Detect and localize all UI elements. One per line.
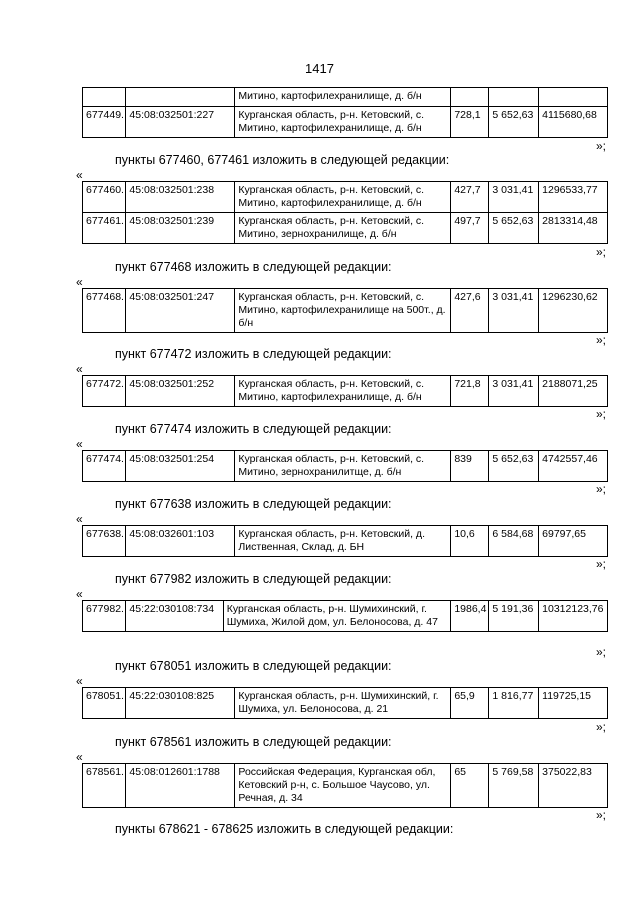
cell-rate: 5 652,63 [489, 451, 539, 482]
instruction-text: пункты 678621 - 678625 изложить в следующей редакции: [115, 822, 454, 836]
cell-cadastral: 45:08:012601:1788 [126, 764, 235, 808]
closing-quote: »; [596, 333, 607, 347]
cell-address: Курганская область, р-н. Шумихинский, г. Шумиха, Жилой дом, ул. Белоносова, д. 47 [223, 601, 451, 632]
cell-no: 677982. [83, 601, 126, 632]
opening-quote: « [76, 750, 83, 764]
cell-address: Курганская область, р-н. Кетовский, с. Митино, зернохранилище, д. б/н [235, 213, 451, 244]
cell-area [451, 88, 489, 107]
cell-area: 497,7 [451, 213, 489, 244]
cell-cadastral: 45:08:032501:227 [126, 107, 235, 138]
cell-rate [489, 88, 539, 107]
table-677638 [82, 525, 608, 557]
cell-area: 721,8 [451, 376, 489, 407]
cell-address: Митино, картофилехранилище, д. б/н [235, 88, 451, 107]
closing-quote: »; [596, 407, 607, 421]
instruction-text: пункт 677474 изложить в следующей редакции: [115, 422, 392, 436]
instruction-text: пункт 677638 изложить в следующей редакции: [115, 497, 392, 511]
cell-area: 65 [451, 764, 489, 808]
table-row [83, 451, 608, 482]
closing-quote: »; [596, 808, 607, 822]
cell-cadastral: 45:08:032501:239 [126, 213, 235, 244]
closing-quote: »; [596, 245, 607, 259]
opening-quote: « [76, 587, 83, 601]
cell-value: 10312123,76 [539, 601, 608, 632]
cell-value: 2813314,48 [539, 213, 608, 244]
cell-value: 2188071,25 [539, 376, 608, 407]
cell-area: 10,6 [451, 526, 489, 557]
cell-cadastral: 45:08:032501:238 [126, 182, 235, 213]
table-677468 [82, 288, 608, 333]
cell-no: 677474. [83, 451, 126, 482]
cell-rate: 1 816,77 [489, 688, 539, 719]
cell-no: 677460. [83, 182, 126, 213]
opening-quote: « [76, 512, 83, 526]
cell-rate: 3 031,41 [489, 182, 539, 213]
opening-quote: « [76, 437, 83, 451]
cell-cadastral: 45:08:032501:247 [126, 289, 235, 333]
table-677474 [82, 450, 608, 482]
table-row [83, 107, 608, 138]
cell-value: 375022,83 [539, 764, 608, 808]
cell-cadastral: 45:22:030108:825 [126, 688, 235, 719]
cell-value: 1296533,77 [539, 182, 608, 213]
table-row [83, 526, 608, 557]
cell-cadastral [126, 88, 235, 107]
cell-no: 677472. [83, 376, 126, 407]
cell-address: Курганская область, р-н. Кетовский, д. Лиственная, Склад, д. БН [235, 526, 451, 557]
cell-area: 728,1 [451, 107, 489, 138]
cell-rate: 5 652,63 [489, 213, 539, 244]
cell-no: 677461. [83, 213, 126, 244]
instruction-text: пункт 677982 изложить в следующей редакции: [115, 572, 392, 586]
table-row [83, 289, 608, 333]
cell-rate: 6 584,68 [489, 526, 539, 557]
cell-area: 427,7 [451, 182, 489, 213]
table-row [83, 213, 608, 244]
page-number: 1417 [305, 61, 334, 76]
table-row [83, 601, 608, 632]
table-678561 [82, 763, 608, 808]
cell-no: 677468. [83, 289, 126, 333]
cell-cadastral: 45:08:032501:254 [126, 451, 235, 482]
closing-quote: »; [596, 720, 607, 734]
cell-rate: 5 769,58 [489, 764, 539, 808]
table-row [83, 376, 608, 407]
cell-rate: 5 652,63 [489, 107, 539, 138]
cell-no: 677449. [83, 107, 126, 138]
cell-rate: 3 031,41 [489, 376, 539, 407]
cell-address: Курганская область, р-н. Кетовский, с. Митино, картофилехранилище на 500т., д. б/н [235, 289, 451, 333]
table-677472 [82, 375, 608, 407]
cell-value: 4115680,68 [539, 107, 608, 138]
cell-address: Курганская область, р-н. Шумихинский, г. Шумиха, ул. Белоносова, д. 21 [235, 688, 451, 719]
cell-area: 427,6 [451, 289, 489, 333]
instruction-text: пункт 678051 изложить в следующей редакции: [115, 659, 392, 673]
cell-value [539, 88, 608, 107]
cell-value: 4742557,46 [539, 451, 608, 482]
cell-rate: 5 191,36 [489, 601, 539, 632]
opening-quote: « [76, 362, 83, 376]
cell-area: 1986,4 [451, 601, 489, 632]
closing-quote: »; [596, 482, 607, 496]
table-677982 [82, 600, 608, 632]
closing-quote: »; [596, 645, 607, 659]
cell-cadastral: 45:22:030108:734 [126, 601, 223, 632]
cell-value: 69797,65 [539, 526, 608, 557]
cell-area: 839 [451, 451, 489, 482]
closing-quote: »; [596, 139, 607, 153]
cell-address: Курганская область, р-н. Кетовский, с. Митино, картофилехранилище, д. б/н [235, 107, 451, 138]
cell-address: Курганская область, р-н. Кетовский, с. Митино, зернохранилитще, д. б/н [235, 451, 451, 482]
table-row [83, 182, 608, 213]
opening-quote: « [76, 275, 83, 289]
cell-no [83, 88, 126, 107]
cell-value: 1296230,62 [539, 289, 608, 333]
instruction-text: пункт 677472 изложить в следующей редакции: [115, 347, 392, 361]
table-677460 [82, 181, 608, 244]
cell-area: 65,9 [451, 688, 489, 719]
instruction-text: пункт 677468 изложить в следующей редакции: [115, 260, 392, 274]
cell-cadastral: 45:08:032601:103 [126, 526, 235, 557]
cell-address: Курганская область, р-н. Кетовский, с. Митино, картофилехранилище, д. б/н [235, 182, 451, 213]
cell-value: 119725,15 [539, 688, 608, 719]
instruction-text: пункты 677460, 677461 изложить в следующей редакции: [115, 153, 450, 167]
cell-no: 678051. [83, 688, 126, 719]
cell-rate: 3 031,41 [489, 289, 539, 333]
cell-address: Курганская область, р-н. Кетовский, с. Митино, картофилехранилище, д. б/н [235, 376, 451, 407]
closing-quote: »; [596, 557, 607, 571]
cell-cadastral: 45:08:032501:252 [126, 376, 235, 407]
opening-quote: « [76, 674, 83, 688]
table-678051 [82, 687, 608, 719]
table-row [83, 764, 608, 808]
table-row [83, 88, 608, 107]
opening-quote: « [76, 168, 83, 182]
cell-no: 678561. [83, 764, 126, 808]
cell-no: 677638. [83, 526, 126, 557]
instruction-text: пункт 678561 изложить в следующей редакции: [115, 735, 392, 749]
table-continuation [82, 87, 608, 138]
table-row [83, 688, 608, 719]
cell-address: Российская Федерация, Курганская обл, Кетовский р-н, с. Большое Чаусово, ул. Речная, д. 34 [235, 764, 451, 808]
